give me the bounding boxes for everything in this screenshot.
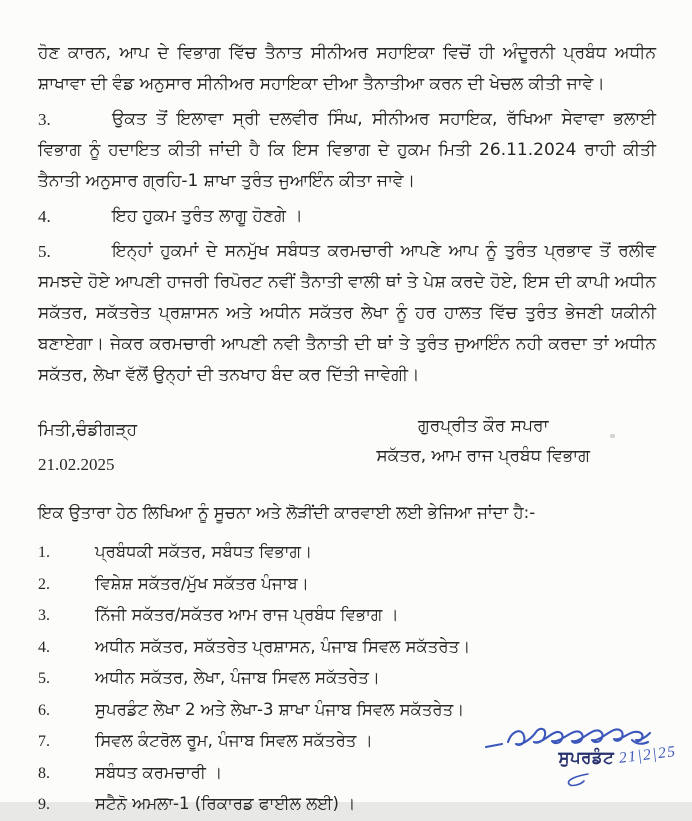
signoff-block [38, 417, 656, 477]
recipient-row [38, 663, 656, 695]
recipient-text: ਸਬੰਧਤ ਕਰਮਚਾਰੀ । [95, 762, 223, 782]
recipient-number: 6. [38, 701, 50, 719]
recipient-row [38, 569, 656, 601]
paragraph-5 [38, 236, 656, 391]
recipient-text: ਅਧੀਨ ਸਕੱਤਰ, ਸਕੱਤਰੇਤ ਪ੍ਰਸ਼ਾਸਨ, ਪੰਜਾਬ ਸਿਵਲ ਸਕੱਤਰੇਤ। [95, 636, 471, 656]
recipient-row [38, 537, 656, 569]
paragraph-3 [38, 104, 656, 197]
pen-flourish-icon [564, 772, 594, 788]
scan-artifact [610, 434, 615, 438]
signatory-title: ਸਕੱਤਰ, ਆਮ ਰਾਜ ਪ੍ਰਬੰਧ ਵਿਭਾਗ [376, 446, 590, 466]
recipient-number: 4. [38, 638, 50, 656]
recipient-number: 2. [38, 575, 50, 593]
signatory-block [376, 411, 590, 477]
letter-body [38, 38, 656, 391]
recipient-text: ਸੁਪਰਡੰਟ ਲੇਖਾ 2 ਅਤੇ ਲੇਖਾ-3 ਸ਼ਾਖਾ ਪੰਜਾਬ ਸਿਵਲ ਸਕੱਤਰੇਤ। [95, 699, 465, 719]
recipient-number: 8. [38, 764, 50, 782]
recipient-text: ਅਧੀਨ ਸਕੱਤਰ, ਲੇਖਾ, ਪੰਜਾਬ ਸਿਵਲ ਸਕੱਤਰੇਤ। [95, 668, 380, 687]
recipient-number: 9. [38, 796, 50, 813]
paragraph-4-text: ਇਹ ਹੁਕਮ ਤੁਰੰਤ ਲਾਗੂ ਹੋਣਗੇ । [112, 206, 303, 226]
paragraph-5-number: 5. [38, 242, 51, 261]
endorsement-heading: ਇਕ ਉਤਾਰਾ ਹੇਠ ਲਿਖਿਆ ਨੂੰ ਸੂਚਨਾ ਅਤੇ ਲੋੜੀਂਦੀ ਕਾਰਵਾਈ ਲਈ ਭੇਜਿਆ ਜਾਂਦਾ ਹੈ:- [38, 503, 536, 522]
recipient-number: 7. [38, 733, 50, 750]
recipient-row [38, 632, 656, 664]
paragraph-5-text: ਇਨ੍ਹਾਂ ਹੁਕਮਾਂ ਦੇ ਸਨਮੁੱਖ ਸਬੰਧਤ ਕਰਮਚਾਰੀ ਆਪਣੇ ਆਪ ਨੂੰ ਤੁਰੰਤ ਪ੍ਰਭਾਵ ਤੋਂ ਰਲੀਵ ਸਮਝਦੇ ਹੋਏ ਆਪਣੀ ਹਾਜਰੀ ਰਿਪੋਰਟ ਨਵੀਂ ਤੈਨਾਤੀ ਵਾਲੀ ਥਾਂ ਤੇ ਪੇਸ਼ ਕਰਦੇ ਹੋਏ, ਇਸ ਦੀ ਕਾਪੀ ਅਧੀਨ ਸਕੱਤਰ, ਸਕੱਤਰੇਤ ਪ੍ਰਸ਼ਾਸਨ ਅਤੇ ਅਧੀਨ ਸਕੱਤਰ ਲੇਖਾ ਨੂੰ ਹਰ ਹਾਲਤ ਵਿੱਚ ਤੁਰੰਤ ਭੇਜਣੀ ਯਕੀਨੀ ਬਣਾਏਗਾ। ਜੇਕਰ ਕਰਮਚਾਰੀ ਆਪਣੀ ਨਵੀ ਤੈਨਾਤੀ ਦੀ ਥਾਂ ਤੇ ਤੁਰੰਤ ਜੁਆਇੰਨ ਨਹੀ ਕਰਦਾ ਤਾਂ ਅਧੀਨ ਸਕੱਤਰ, ਲੇਖਾ ਵੱਲੋਂ ਉਨ੍ਹਾਂ ਦੀ ਤਨਖਾਹ ਬੰਦ ਕਰ ਦਿੱਤੀ ਜਾਵੇਗੀ। [38, 241, 656, 385]
recipient-number: 3. [38, 607, 50, 624]
recipient-number: 5. [38, 670, 50, 687]
recipient-text: ਸਟੈਨੋ ਅਮਲਾ-1 (ਰਿਕਾਰਡ ਫਾਈਲ ਲਈ) । [95, 794, 356, 813]
paragraph-3-text: ਉਕਤ ਤੋਂ ਇਲਾਵਾ ਸ੍ਰੀ ਦਲਵੀਰ ਸਿੰਘ, ਸੀਨੀਅਰ ਸਹਾਇਕ, ਰੱਖਿਆ ਸੇਵਾਵਾ ਭਲਾਈ ਵਿਭਾਗ ਨੂੰ ਹਦਾਇਤ ਕੀਤੀ ਜਾਂਦੀ ਹੈ ਕਿ ਇਸ ਵਿਭਾਗ ਦੇ ਹੁਕਮ ਮਿਤੀ 26.11.2024 ਰਾਹੀ ਕੀਤੀ ਤੈਨਾਤੀ ਅਨੁਸਾਰ ਗ੍ਰਹਿ-1 ਸ਼ਾਖਾ ਤੁਰੰਤ ਜੁਆਇੰਨ ਕੀਤਾ ਜਾਵੇ। [38, 109, 656, 191]
superintendent-signature-block [476, 720, 676, 768]
recipient-text: ਸਿਵਲ ਕੰਟਰੋਲ ਰੂਮ, ਪੰਜਾਬ ਸਿਵਲ ਸਕੱਤਰੇਤ । [95, 731, 373, 750]
recipient-text: ਪ੍ਰਬੰਧਕੀ ਸਕੱਤਰ, ਸਬੰਧਤ ਵਿਭਾਗ। [95, 542, 313, 561]
signoff-place: ਮਿਤੀ,ਚੰਡੀਗੜ੍ਹ [38, 420, 138, 440]
paragraph-4 [38, 201, 656, 232]
recipient-text: ਨਿੱਜੀ ਸਕੱਤਰ/ਸਕੱਤਰ ਆਮ ਰਾਜ ਪ੍ਰਬੰਧ ਵਿਭਾਗ । [95, 605, 399, 624]
recipient-row [38, 600, 656, 632]
signatory-name: ਗੁਰਪ੍ਰੀਤ ਕੌਰ ਸਪਰਾ [417, 416, 549, 436]
superintendent-label: ਸੁਪਰਡੰਟ [558, 748, 615, 767]
intro-paragraph: ਹੋਣ ਕਾਰਨ, ਆਪ ਦੇ ਵਿਭਾਗ ਵਿੱਚ ਤੈਨਾਤ ਸੀਨੀਅਰ ਸਹਾਇਕਾ ਵਿਚੋਂ ਹੀ ਅੰਦੂਰਨੀ ਪ੍ਰਬੰਧ ਅਧੀਨ ਸ਼ਾਖਾਵਾ ਦੀ ਵੰਡ ਅਨੁਸਾਰ ਸੀਨੀਅਰ ਸਹਾਇਕਾ ਦੀਆ ਤੈਨਾਤੀਆ ਕਰਨ ਦੀ ਖੇਚਲ ਕੀਤੀ ਜਾਵੇ। [38, 43, 656, 94]
signoff-date: 21.02.2025 [38, 455, 115, 474]
recipient-row [38, 789, 656, 821]
handwritten-date: 21|2|25 [618, 742, 678, 767]
signature-caption [476, 742, 678, 768]
recipient-number: 1. [38, 544, 50, 561]
paragraph-4-number: 4. [38, 207, 51, 226]
signoff-place-date [38, 417, 137, 477]
paragraph-3-number: 3. [38, 110, 51, 129]
recipient-text: ਵਿਸ਼ੇਸ਼ ਸਕੱਤਰ/ਮੁੱਖ ਸਕੱਤਰ ਪੰਜਾਬ। [95, 573, 309, 593]
